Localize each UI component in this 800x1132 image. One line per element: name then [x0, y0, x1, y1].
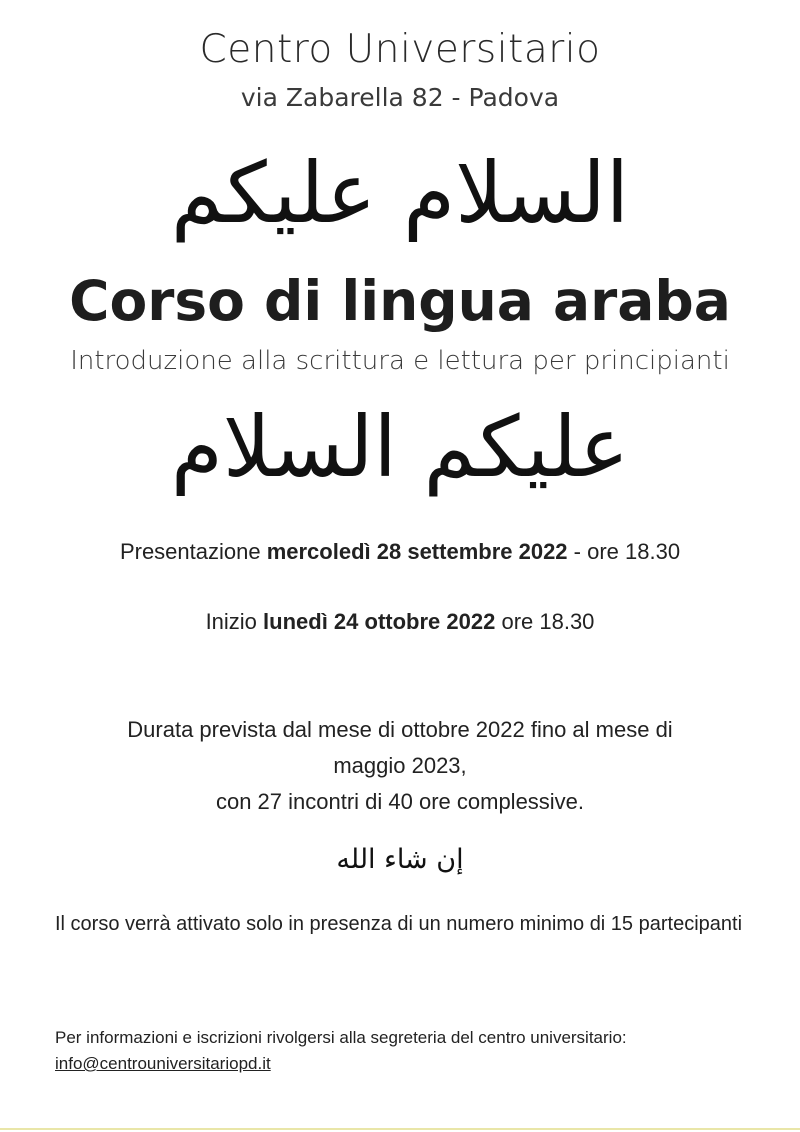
presentation-time: - ore 18.30 — [567, 539, 681, 564]
activation-note: Il corso verrà attivato solo in presenza di un numero minimo di 15 partecipanti — [55, 913, 743, 935]
duration-line-3: con 27 incontri di 40 ore complessive. — [215, 789, 585, 814]
presentation-prefix: Presentazione — [119, 539, 267, 564]
duration-line-1: Durata prevista dal mese di ottobre 2022 fino al mese di — [127, 717, 673, 742]
start-date: lunedì 24 ottobre 2022 — [263, 609, 496, 634]
course-title: Corso di lingua araba — [69, 269, 731, 333]
duration-line-2: maggio 2023, — [333, 753, 467, 778]
org-address: via Zabarella 82 - Padova — [240, 83, 560, 112]
presentation-date: mercoledì 28 settembre 2022 — [266, 539, 568, 564]
bottom-divider — [0, 1128, 800, 1130]
contact-text: Per informazioni e iscrizioni rivolgersi alla segreteria del centro universitario: — [55, 1028, 627, 1047]
arabic-greeting-bottom: عليكم السلام — [170, 398, 630, 496]
course-subtitle: Introduzione alla scrittura e lettura per principianti — [70, 346, 730, 376]
contact-email-link[interactable]: info@centrouniversitariopd.it — [55, 1054, 271, 1073]
arabic-inshallah: إن شاء الله — [336, 844, 464, 875]
duration-text — [0, 712, 800, 820]
arabic-greeting-top: السلام عليكم — [170, 144, 630, 242]
start-line — [0, 607, 800, 637]
presentation-line — [0, 537, 800, 567]
start-time: ore 18.30 — [495, 609, 595, 634]
contact-block — [55, 1025, 755, 1077]
org-name: Centro Universitario — [199, 27, 601, 72]
start-prefix: Inizio — [205, 609, 264, 634]
